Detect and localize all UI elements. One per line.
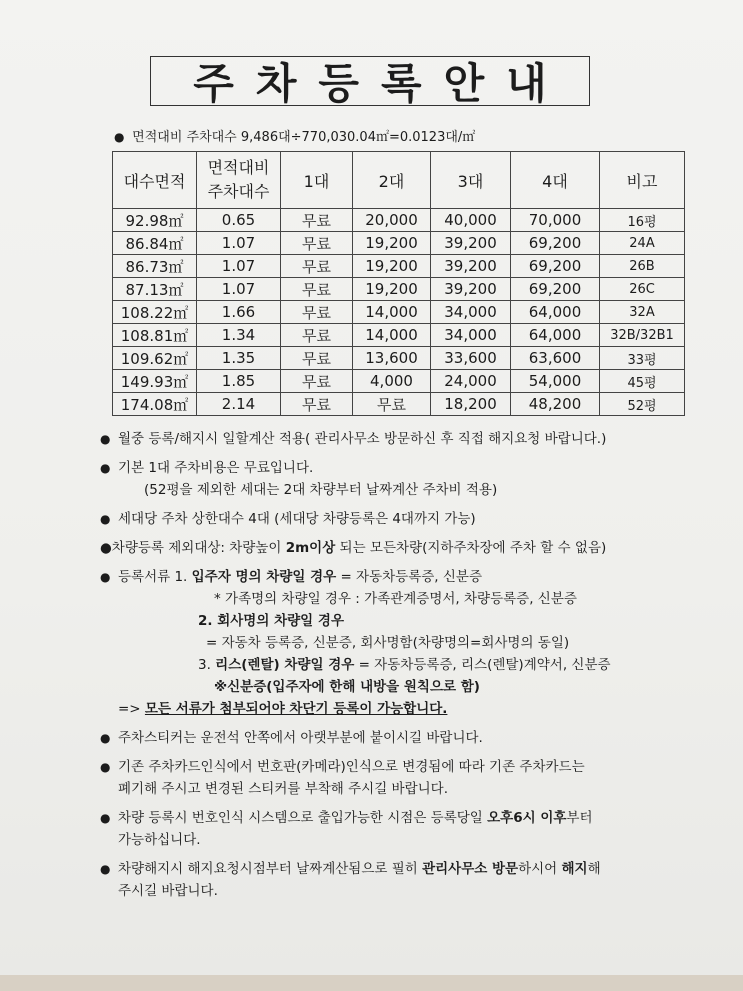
header-3car: 3대 [431, 152, 511, 209]
cell-ratio: 1.07 [197, 232, 281, 255]
note-emphasis: 관리사무소 방문 [422, 861, 519, 877]
cell-2car: 13,600 [353, 347, 431, 370]
floor-background [0, 975, 743, 991]
parking-fee-table [112, 151, 685, 416]
cell-1car: 무료 [281, 232, 353, 255]
cell-1car: 무료 [281, 301, 353, 324]
note-text: = 자동차등록증, 신분증 [336, 569, 483, 585]
cell-ratio: 1.07 [197, 278, 281, 301]
cell-1car: 무료 [281, 324, 353, 347]
cell-area: 109.62㎡ [113, 347, 197, 370]
note-text: 차량 등록시 번호인식 시스템으로 출입가능한 시점은 등록당일 [118, 810, 488, 826]
note-subtext: 2. 회사명의 차량일 경우 [198, 613, 344, 629]
note-text: 부터 [566, 810, 593, 826]
cell-ratio: 1.07 [197, 255, 281, 278]
cell-area: 86.84㎡ [113, 232, 197, 255]
cell-remark: 16평 [600, 209, 685, 232]
cell-3car: 40,000 [431, 209, 511, 232]
note-emphasis: 오후6시 이후 [487, 810, 567, 826]
table-header-row [113, 152, 685, 209]
bullet-icon: ● [100, 432, 111, 446]
cell-remark: 26B [600, 255, 685, 278]
bullet-icon: ● [100, 811, 111, 825]
bullet-icon: ● [100, 540, 112, 556]
cell-remark: 26C [600, 278, 685, 301]
notes-list [100, 428, 700, 909]
cell-2car: 무료 [353, 393, 431, 416]
note-emphasis: 해지 [561, 861, 588, 877]
note-text: 차량등록 제외대상: 차량높이 [111, 540, 286, 556]
cell-area: 87.13㎡ [113, 278, 197, 301]
cell-ratio: 0.65 [197, 209, 281, 232]
cell-4car: 54,000 [511, 370, 600, 393]
note-text: 해 [587, 861, 601, 877]
table-row [113, 232, 685, 255]
cell-1car: 무료 [281, 347, 353, 370]
cell-ratio: 2.14 [197, 393, 281, 416]
title-box [150, 56, 590, 106]
cell-area: 108.81㎡ [113, 324, 197, 347]
cell-4car: 63,600 [511, 347, 600, 370]
note-subtext: = 자동차 등록증, 신분증, 회사명함(차량명의=회사명의 동일) [206, 635, 570, 651]
note-item-documents [100, 566, 700, 720]
bullet-icon: ● [100, 570, 111, 584]
cell-3car: 34,000 [431, 301, 511, 324]
note-emphasis: 모든 서류가 첨부되어야 차단기 등록이 가능합니다. [144, 701, 448, 717]
cell-area: 92.98㎡ [113, 209, 197, 232]
note-item [100, 807, 700, 851]
cell-1car: 무료 [281, 255, 353, 278]
cell-2car: 4,000 [353, 370, 431, 393]
cell-1car: 무료 [281, 278, 353, 301]
note-item [100, 428, 700, 450]
note-emphasis: 입주자 명의 차량일 경우 [191, 569, 337, 585]
cell-ratio: 1.35 [197, 347, 281, 370]
cell-4car: 69,200 [511, 278, 600, 301]
cell-remark: 32B/32B1 [600, 324, 685, 347]
note-subtext: (52평을 제외한 세대는 2대 차량부터 날짜계산 주차비 적용) [144, 482, 498, 498]
cell-3car: 39,200 [431, 232, 511, 255]
cell-ratio: 1.34 [197, 324, 281, 347]
cell-area: 86.73㎡ [113, 255, 197, 278]
cell-3car: 33,600 [431, 347, 511, 370]
cell-4car: 70,000 [511, 209, 600, 232]
bullet-icon: ● [114, 130, 125, 144]
cell-3car: 18,200 [431, 393, 511, 416]
summary-line [114, 126, 475, 145]
note-text: 되는 모든차량(지하주차장에 주차 할 수 없음) [335, 540, 607, 556]
cell-area: 174.08㎡ [113, 393, 197, 416]
table-row [113, 278, 685, 301]
note-subtext: 폐기해 주시고 변경된 스티커를 부착해 주시길 바랍니다. [118, 781, 448, 797]
header-remark: 비고 [600, 152, 685, 209]
cell-area: 149.93㎡ [113, 370, 197, 393]
cell-2car: 14,000 [353, 301, 431, 324]
cell-1car: 무료 [281, 209, 353, 232]
table-row [113, 209, 685, 232]
cell-remark: 52평 [600, 393, 685, 416]
bullet-icon: ● [100, 731, 111, 745]
note-text: 기본 1대 주차비용은 무료입니다. [118, 460, 314, 476]
bullet-icon: ● [100, 862, 111, 876]
header-1car: 1대 [281, 152, 353, 209]
cell-area: 108.22㎡ [113, 301, 197, 324]
cell-ratio: 1.85 [197, 370, 281, 393]
cell-remark: 33평 [600, 347, 685, 370]
cell-4car: 69,200 [511, 255, 600, 278]
note-subtext: 주시길 바랍니다. [118, 883, 218, 899]
table-row [113, 324, 685, 347]
cell-1car: 무료 [281, 393, 353, 416]
note-subtext: * 가족명의 차량일 경우 : 가족관계증명서, 차량등록증, 신분증 [214, 591, 577, 607]
bullet-icon: ● [100, 760, 111, 774]
note-item [100, 457, 700, 501]
note-emphasis: 리스(렌탈) 차량일 경우 [215, 657, 355, 673]
note-subtext: 가능하십니다. [118, 832, 201, 848]
cell-remark: 32A [600, 301, 685, 324]
cell-remark: 45평 [600, 370, 685, 393]
table-row [113, 347, 685, 370]
note-item [100, 858, 700, 902]
note-text: 3. [198, 657, 216, 673]
note-item [100, 508, 700, 530]
note-text: 기존 주차카드인식에서 번호판(카메라)인식으로 변경됨에 따라 기존 주차카드는 [118, 759, 585, 775]
cell-3car: 39,200 [431, 278, 511, 301]
note-text: = 자동차등록증, 리스(렌탈)계약서, 신분증 [354, 657, 611, 673]
cell-4car: 48,200 [511, 393, 600, 416]
note-item [100, 727, 700, 749]
header-ratio: 면적대비 주차대수 [197, 152, 281, 209]
header-4car: 4대 [511, 152, 600, 209]
cell-1car: 무료 [281, 370, 353, 393]
cell-2car: 19,200 [353, 255, 431, 278]
note-item [100, 756, 700, 800]
page-title: 주차등록안내 [193, 59, 569, 108]
note-text: 하시어 [518, 861, 562, 877]
cell-remark: 24A [600, 232, 685, 255]
note-text: => [118, 701, 145, 717]
header-2car: 2대 [353, 152, 431, 209]
cell-3car: 39,200 [431, 255, 511, 278]
note-text: 등록서류 1. [118, 569, 192, 585]
cell-ratio: 1.66 [197, 301, 281, 324]
cell-2car: 20,000 [353, 209, 431, 232]
cell-3car: 24,000 [431, 370, 511, 393]
table-row [113, 301, 685, 324]
note-subtext: ※신분증(입주자에 한해 내방을 원칙으로 함) [214, 679, 480, 695]
header-area: 대수면적 [113, 152, 197, 209]
note-item [90, 537, 700, 559]
note-text: 주차스티커는 운전석 안쪽에서 아랫부분에 붙이시길 바랍니다. [118, 730, 483, 746]
note-emphasis: 2m이상 [285, 540, 336, 556]
cell-4car: 64,000 [511, 324, 600, 347]
cell-3car: 34,000 [431, 324, 511, 347]
bullet-icon: ● [100, 512, 111, 526]
note-text: 월중 등록/해지시 일할계산 적용( 관리사무소 방문하신 후 직접 해지요청 바랍니다.) [118, 431, 607, 447]
cell-4car: 69,200 [511, 232, 600, 255]
note-text: 차량해지시 해지요청시점부터 날짜계산됨으로 필히 [118, 861, 423, 877]
table-row [113, 393, 685, 416]
cell-2car: 14,000 [353, 324, 431, 347]
note-text: 세대당 주차 상한대수 4대 (세대당 차량등록은 4대까지 가능) [118, 511, 476, 527]
cell-2car: 19,200 [353, 278, 431, 301]
summary-text: 면적대비 주차대수 9,486대÷770,030.04㎡=0.0123대/㎡ [132, 130, 476, 145]
table-row [113, 370, 685, 393]
table-row [113, 255, 685, 278]
bullet-icon: ● [100, 461, 111, 475]
cell-4car: 64,000 [511, 301, 600, 324]
cell-2car: 19,200 [353, 232, 431, 255]
